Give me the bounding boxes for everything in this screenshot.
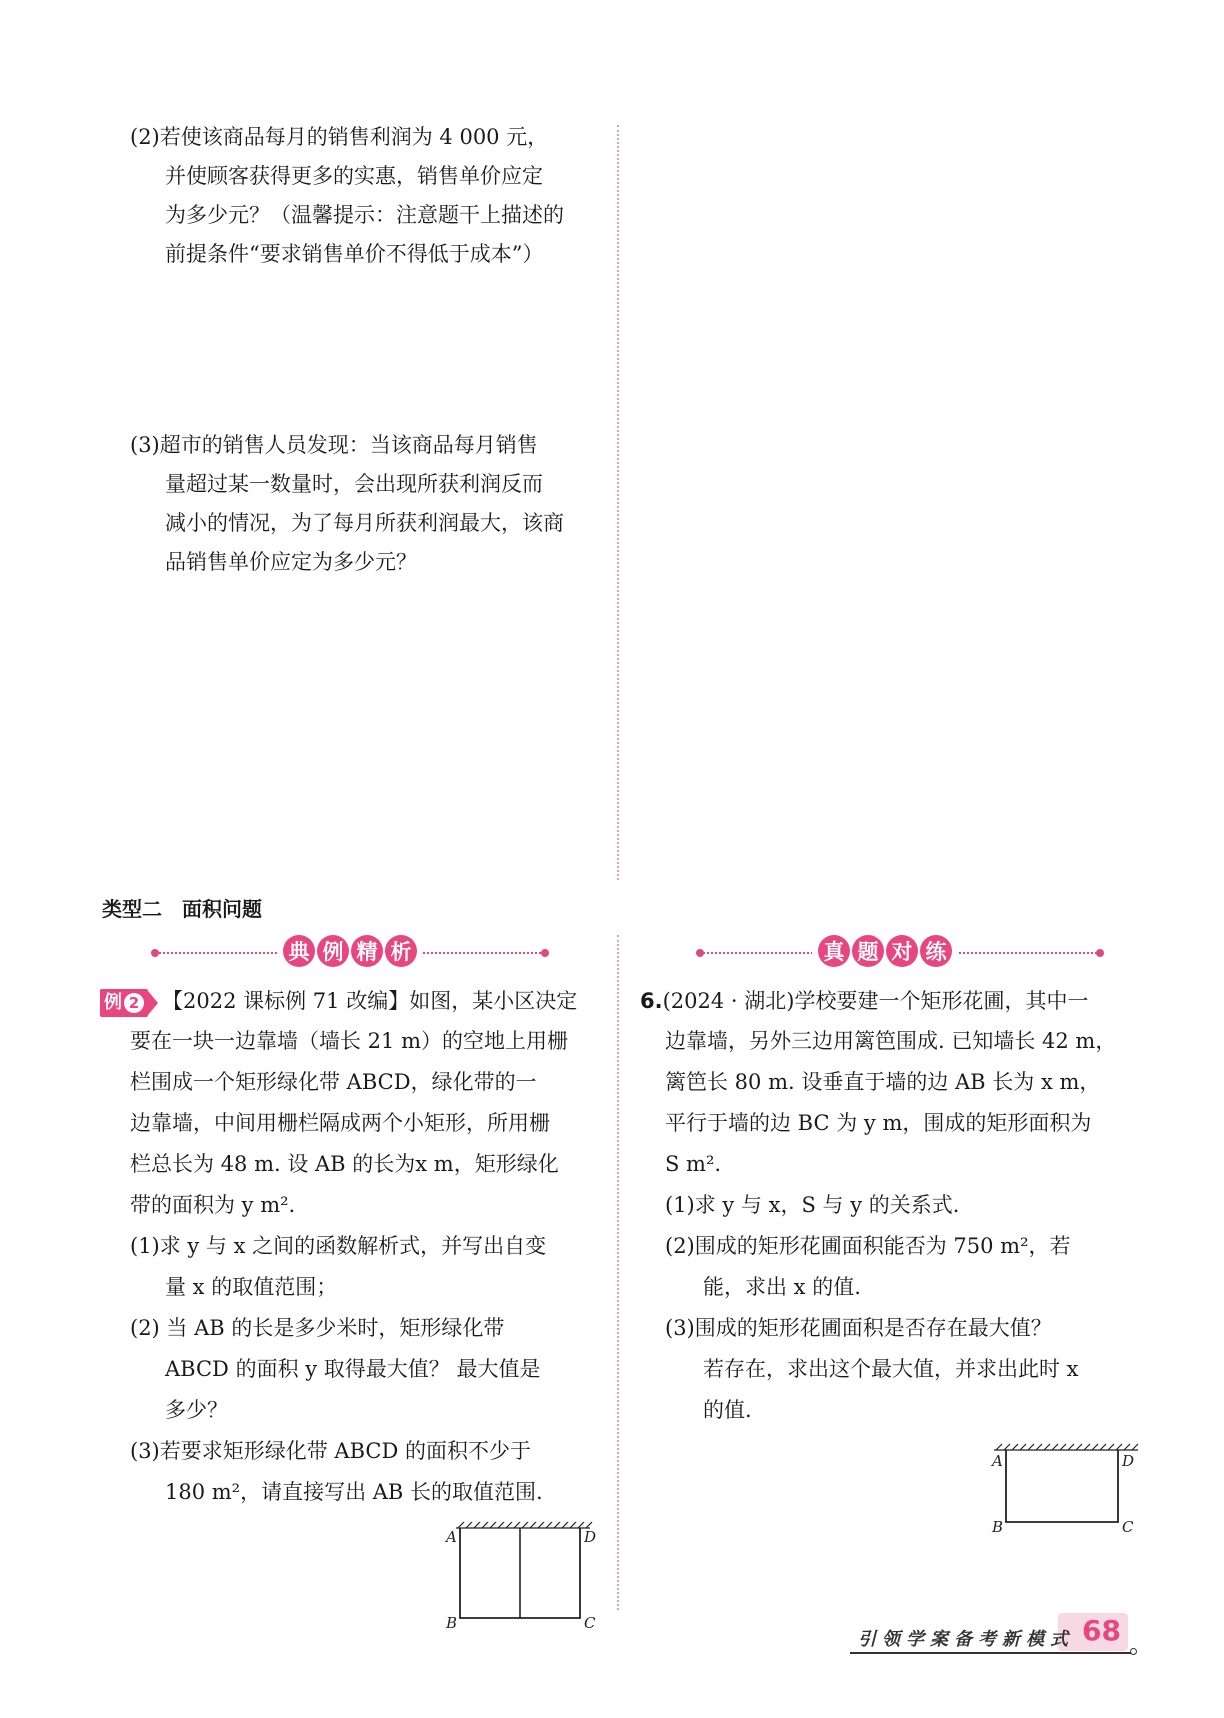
figure-flower-bed bbox=[980, 1440, 1150, 1540]
label-c: C bbox=[584, 1614, 596, 1632]
banner-char: 典 bbox=[283, 935, 315, 967]
column-divider-bottom bbox=[617, 935, 619, 1610]
example-line: 边靠墙，中间用栅栏隔成两个小矩形，所用栅 bbox=[130, 1111, 550, 1135]
example-q1-line: (1)求 y 与 x 之间的函数解析式，并写出自变 bbox=[130, 1234, 547, 1258]
banner-char: 例 bbox=[317, 935, 349, 967]
footer-rule bbox=[850, 1652, 1132, 1654]
label-c: C bbox=[1122, 1518, 1134, 1536]
label-d: D bbox=[1122, 1452, 1135, 1470]
problem-6-q2-line: 能，求出 x 的值. bbox=[703, 1275, 861, 1299]
example-line: 栏围成一个矩形绿化带 ABCD，绿化带的一 bbox=[130, 1070, 537, 1094]
example-line: 带的面积为 y m². bbox=[130, 1193, 296, 1217]
q3-line: 减小的情况，为了每月所获利润最大，该商 bbox=[165, 511, 564, 535]
q2-line: (2)若使该商品每月的销售利润为 4 000 元， bbox=[130, 125, 549, 149]
banner-real-exam-practice bbox=[700, 935, 1100, 971]
wall-hatch bbox=[456, 1522, 592, 1528]
page-number: 68 bbox=[1082, 1614, 1121, 1647]
problem-6-line: S m². bbox=[665, 1152, 722, 1176]
banner-example-analysis bbox=[155, 935, 545, 971]
banner-char: 精 bbox=[351, 935, 383, 967]
banner-char: 题 bbox=[852, 935, 884, 967]
banner-char: 析 bbox=[385, 935, 417, 967]
section-title: 类型二 面积问题 bbox=[102, 897, 262, 921]
example-first-line: 【2022 课标例 71 改编】如图，某小区决定 bbox=[162, 989, 578, 1013]
figure-green-belt bbox=[440, 1518, 610, 1633]
example-number: 2 bbox=[124, 993, 144, 1013]
label-a: A bbox=[992, 1452, 1003, 1470]
example-tag: 例 2 bbox=[100, 989, 148, 1017]
problem-6-q3-line: 的值. bbox=[703, 1398, 752, 1422]
q3-line: (3)超市的销售人员发现：当该商品每月销售 bbox=[130, 433, 538, 457]
q3-line: 量超过某一数量时，会出现所获利润反而 bbox=[165, 472, 543, 496]
example-q2-line: 多少？ bbox=[165, 1398, 228, 1422]
example-q3-line: (3)若要求矩形绿化带 ABCD 的面积不少于 bbox=[130, 1439, 531, 1463]
problem-6-line: 篱笆长 80 m. 设垂直于墙的边 AB 长为 x m， bbox=[665, 1070, 1101, 1094]
problem-6-first-line: (2024 · 湖北)学校要建一个矩形花圃，其中一 bbox=[662, 989, 1089, 1013]
example-q3-line: 180 m²，请直接写出 AB 长的取值范围. bbox=[165, 1480, 543, 1504]
fence bbox=[1006, 1450, 1118, 1522]
label-a: A bbox=[446, 1528, 457, 1546]
problem-number: 6. bbox=[640, 989, 663, 1013]
q2-line: 为多少元？（温馨提示：注意题干上描述的 bbox=[165, 203, 564, 227]
problem-6-line: 平行于墙的边 BC 为 y m，围成的矩形面积为 bbox=[665, 1111, 1092, 1135]
example-line: 要在一块一边靠墙（墙长 21 m）的空地上用栅 bbox=[130, 1029, 568, 1053]
banner-char: 对 bbox=[886, 935, 918, 967]
q2-line: 前提条件“要求销售单价不得低于成本”） bbox=[165, 242, 544, 266]
label-d: D bbox=[584, 1528, 597, 1546]
banner-char: 练 bbox=[920, 935, 952, 967]
footer-slogan: 引领学案备考新模式 bbox=[858, 1629, 1074, 1650]
problem-6-q2-line: (2)围成的矩形花圃面积能否为 750 m²，若 bbox=[665, 1234, 1071, 1258]
problem-6-header bbox=[640, 987, 1088, 1015]
label-b: B bbox=[446, 1614, 458, 1632]
example-q1-line: 量 x 的取值范围； bbox=[165, 1275, 338, 1299]
problem-6-q3-line: (3)围成的矩形花圃面积是否存在最大值？ bbox=[665, 1316, 1052, 1340]
problem-6-q3-line: 若存在，求出这个最大值，并求出此时 x bbox=[703, 1357, 1079, 1381]
label-b: B bbox=[992, 1518, 1004, 1536]
example-line: 栏总长为 48 m. 设 AB 的长为x m，矩形绿化 bbox=[130, 1152, 559, 1176]
q3-line: 品销售单价应定为多少元？ bbox=[165, 550, 417, 574]
q2-line: 并使顾客获得更多的实惠，销售单价应定 bbox=[165, 164, 543, 188]
footer-dot bbox=[1130, 1648, 1137, 1655]
banner-char: 真 bbox=[818, 935, 850, 967]
example-q2-line: (2) 当 AB 的长是多少米时，矩形绿化带 bbox=[130, 1316, 505, 1340]
problem-6-line: 边靠墙，另外三边用篱笆围成. 已知墙长 42 m， bbox=[665, 1029, 1117, 1053]
column-divider-top bbox=[617, 125, 619, 880]
problem-6-q1-line: (1)求 y 与 x，S 与 y 的关系式. bbox=[665, 1193, 960, 1217]
wall-hatch bbox=[994, 1444, 1138, 1450]
example-header bbox=[100, 987, 577, 1017]
example-q2-line: ABCD 的面积 y 取得最大值？ 最大值是 bbox=[165, 1357, 541, 1381]
arrow-icon bbox=[148, 991, 158, 1015]
